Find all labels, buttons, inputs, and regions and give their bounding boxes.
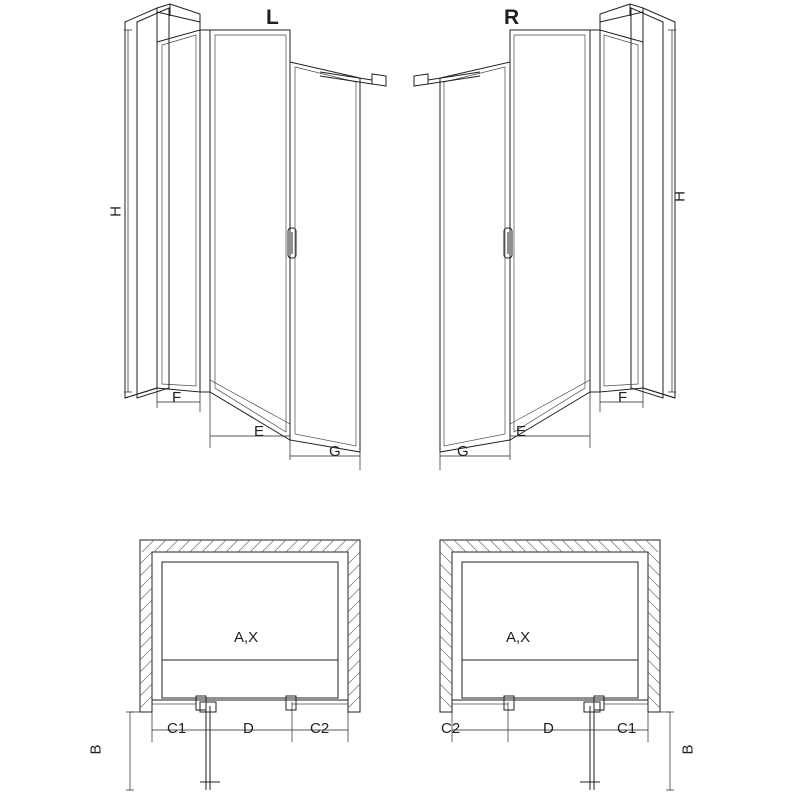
right-variant-label: R — [504, 6, 520, 29]
elevation-left-label-g: G — [329, 443, 341, 460]
elevation-right-label-g: G — [457, 443, 469, 460]
plan-right-label-c1: C1 — [617, 720, 637, 737]
left-variant-label: L — [266, 6, 279, 29]
elevation-left-label-f: F — [172, 389, 182, 406]
elevation-right-label-e: E — [516, 423, 527, 440]
elevation-left-label-e: E — [254, 423, 265, 440]
wall-hatch-right-side — [348, 552, 360, 708]
wall-hatch-left-top — [142, 540, 358, 552]
plan-left-label-c1: C1 — [167, 720, 187, 737]
plan-right-label-c2: C2 — [441, 720, 461, 737]
plan-right-label-d: D — [543, 720, 554, 737]
plan-right-depth-label: B — [679, 744, 697, 755]
plan-left-inner-label: A,X — [234, 629, 259, 646]
plan-left-group — [126, 540, 360, 790]
elevation-right-label-f: F — [618, 389, 628, 406]
plan-right-inner-label: A,X — [506, 629, 531, 646]
plan-left-label-c2: C2 — [310, 720, 330, 737]
wall-hatch-left-side — [140, 552, 152, 708]
plan-left-label-d: D — [243, 720, 254, 737]
plan-left-depth-label: B — [87, 744, 105, 755]
elevation-right-height-label: H — [671, 191, 689, 202]
elevation-right-group — [137, 4, 676, 470]
elevation-left-height-label: H — [107, 206, 125, 217]
plan-right-group — [440, 540, 674, 790]
elevation-left-group — [124, 4, 663, 470]
